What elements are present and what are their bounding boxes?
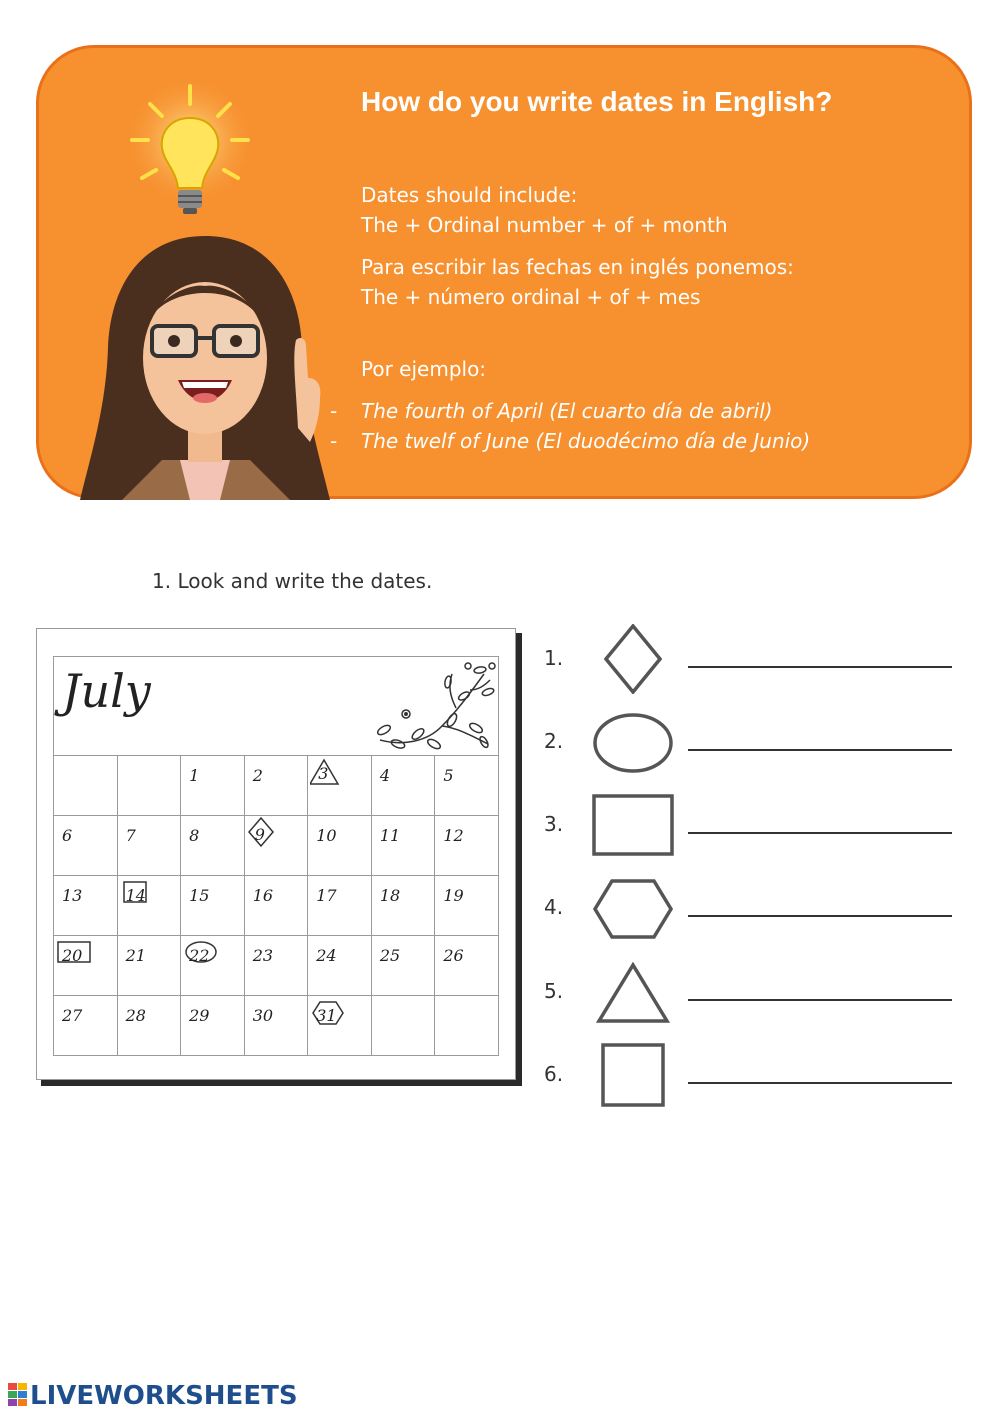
item-number: 5.	[544, 979, 564, 1003]
day-number: 13	[62, 886, 83, 905]
day-number: 31	[316, 1006, 337, 1025]
day-cell	[244, 996, 308, 1056]
day-cell	[435, 756, 499, 816]
item-number: 2.	[544, 729, 564, 753]
day-cell	[54, 876, 118, 936]
day-cell	[117, 996, 181, 1056]
branch-illustration	[372, 660, 498, 752]
day-number: 14	[125, 886, 146, 905]
day-number: 18	[379, 886, 401, 905]
calendar-week	[54, 936, 499, 996]
day-cell	[371, 756, 435, 816]
day-number: 11	[379, 826, 401, 845]
calendar-week	[54, 816, 499, 876]
day-cell-marked	[308, 996, 372, 1056]
day-cell	[244, 876, 308, 936]
rule-english-formula: The + Ordinal number + of + month	[361, 213, 728, 237]
day-number: 19	[443, 886, 464, 905]
day-cell	[117, 936, 181, 996]
square-icon	[600, 1042, 666, 1108]
day-cell	[308, 936, 372, 996]
rectangle-icon	[592, 794, 674, 856]
calendar-grid	[53, 755, 499, 1056]
rule-spanish-formula: The + número ordinal + of + mes	[361, 285, 701, 309]
day-cell-marked	[308, 756, 372, 816]
diamond-icon	[604, 624, 662, 694]
diamond-mark-icon	[247, 816, 291, 856]
day-number: 6	[62, 826, 73, 845]
day-number: 26	[443, 946, 464, 965]
day-number: 9	[254, 825, 265, 844]
day-cell-marked	[181, 936, 245, 996]
calendar-week	[54, 996, 499, 1056]
day-number: 4	[379, 766, 390, 785]
day-cell	[181, 816, 245, 876]
item-number: 1.	[544, 646, 564, 670]
day-number: 5	[443, 766, 454, 785]
day-cell	[435, 936, 499, 996]
day-number: 8	[189, 826, 200, 845]
examples-label: Por ejemplo:	[361, 357, 487, 381]
day-cell	[54, 816, 118, 876]
day-number: 2	[252, 766, 263, 785]
day-cell	[181, 876, 245, 936]
day-cell	[117, 816, 181, 876]
day-cell	[181, 756, 245, 816]
day-number: 25	[379, 946, 401, 965]
day-cell	[181, 996, 245, 1056]
page-title: How do you write dates in English?	[361, 86, 833, 117]
answer-input-5[interactable]	[688, 999, 952, 1001]
day-number: 7	[125, 826, 136, 845]
calendar-month: July	[62, 664, 151, 718]
day-number: 21	[125, 946, 146, 965]
calendar-week	[54, 876, 499, 936]
day-number: 3	[318, 764, 329, 783]
day-cell	[435, 816, 499, 876]
day-cell	[244, 756, 308, 816]
day-number: 27	[62, 1006, 83, 1025]
day-number: 23	[252, 946, 274, 965]
example-item	[330, 396, 773, 426]
triangle-icon	[596, 962, 670, 1024]
example-text: The twelf of June (El duodécimo día de Junio)	[361, 429, 811, 453]
day-cell	[54, 996, 118, 1056]
answer-input-3[interactable]	[688, 832, 952, 834]
day-cell	[371, 816, 435, 876]
rule-spanish-line: Para escribir las fechas en inglés ponemos:	[361, 255, 794, 279]
day-number: 16	[252, 886, 274, 905]
example-text: The fourth of April (El cuarto día de abril)	[361, 399, 773, 423]
day-cell	[117, 756, 181, 816]
teacher-avatar	[70, 228, 340, 500]
day-number: 1	[189, 766, 200, 785]
logo-badge-icon	[8, 1383, 28, 1407]
rule-english-line: Dates should include:	[361, 183, 578, 207]
day-number: 22	[189, 946, 210, 965]
bullet-dash: -	[330, 399, 338, 423]
answer-input-2[interactable]	[688, 749, 952, 751]
exercise-instruction: 1. Look and write the dates.	[152, 569, 433, 593]
answer-input-4[interactable]	[688, 915, 952, 917]
day-number: 20	[62, 946, 83, 965]
day-cell-marked	[117, 876, 181, 936]
day-cell	[371, 996, 435, 1056]
day-cell	[54, 756, 118, 816]
day-cell	[371, 876, 435, 936]
day-number: 24	[316, 946, 337, 965]
hexagon-icon	[592, 878, 674, 940]
item-number: 4.	[544, 895, 564, 919]
item-number: 3.	[544, 812, 564, 836]
day-cell	[244, 936, 308, 996]
day-number: 12	[443, 826, 464, 845]
day-number: 10	[316, 826, 337, 845]
bullet-dash: -	[330, 429, 338, 453]
day-cell-marked	[244, 816, 308, 876]
rule-spanish	[361, 252, 794, 312]
answer-input-6[interactable]	[688, 1082, 952, 1084]
day-number: 30	[252, 1006, 274, 1025]
day-number: 28	[125, 1006, 146, 1025]
brand-name: LIVEWORKSHEETS	[30, 1381, 298, 1411]
item-number: 6.	[544, 1062, 564, 1086]
oval-icon	[592, 712, 674, 774]
day-cell-marked	[54, 936, 118, 996]
calendar-week	[54, 756, 499, 816]
lightbulb-icon	[120, 78, 260, 238]
day-number: 17	[316, 886, 337, 905]
day-cell	[371, 936, 435, 996]
example-item	[330, 426, 810, 456]
day-cell	[308, 876, 372, 936]
answer-input-1[interactable]	[688, 666, 952, 668]
day-cell	[308, 816, 372, 876]
day-cell	[435, 876, 499, 936]
day-number: 29	[189, 1006, 210, 1025]
triangle-mark-icon	[310, 756, 354, 796]
day-cell	[435, 996, 499, 1056]
day-number: 15	[189, 886, 210, 905]
rule-english	[361, 180, 728, 240]
